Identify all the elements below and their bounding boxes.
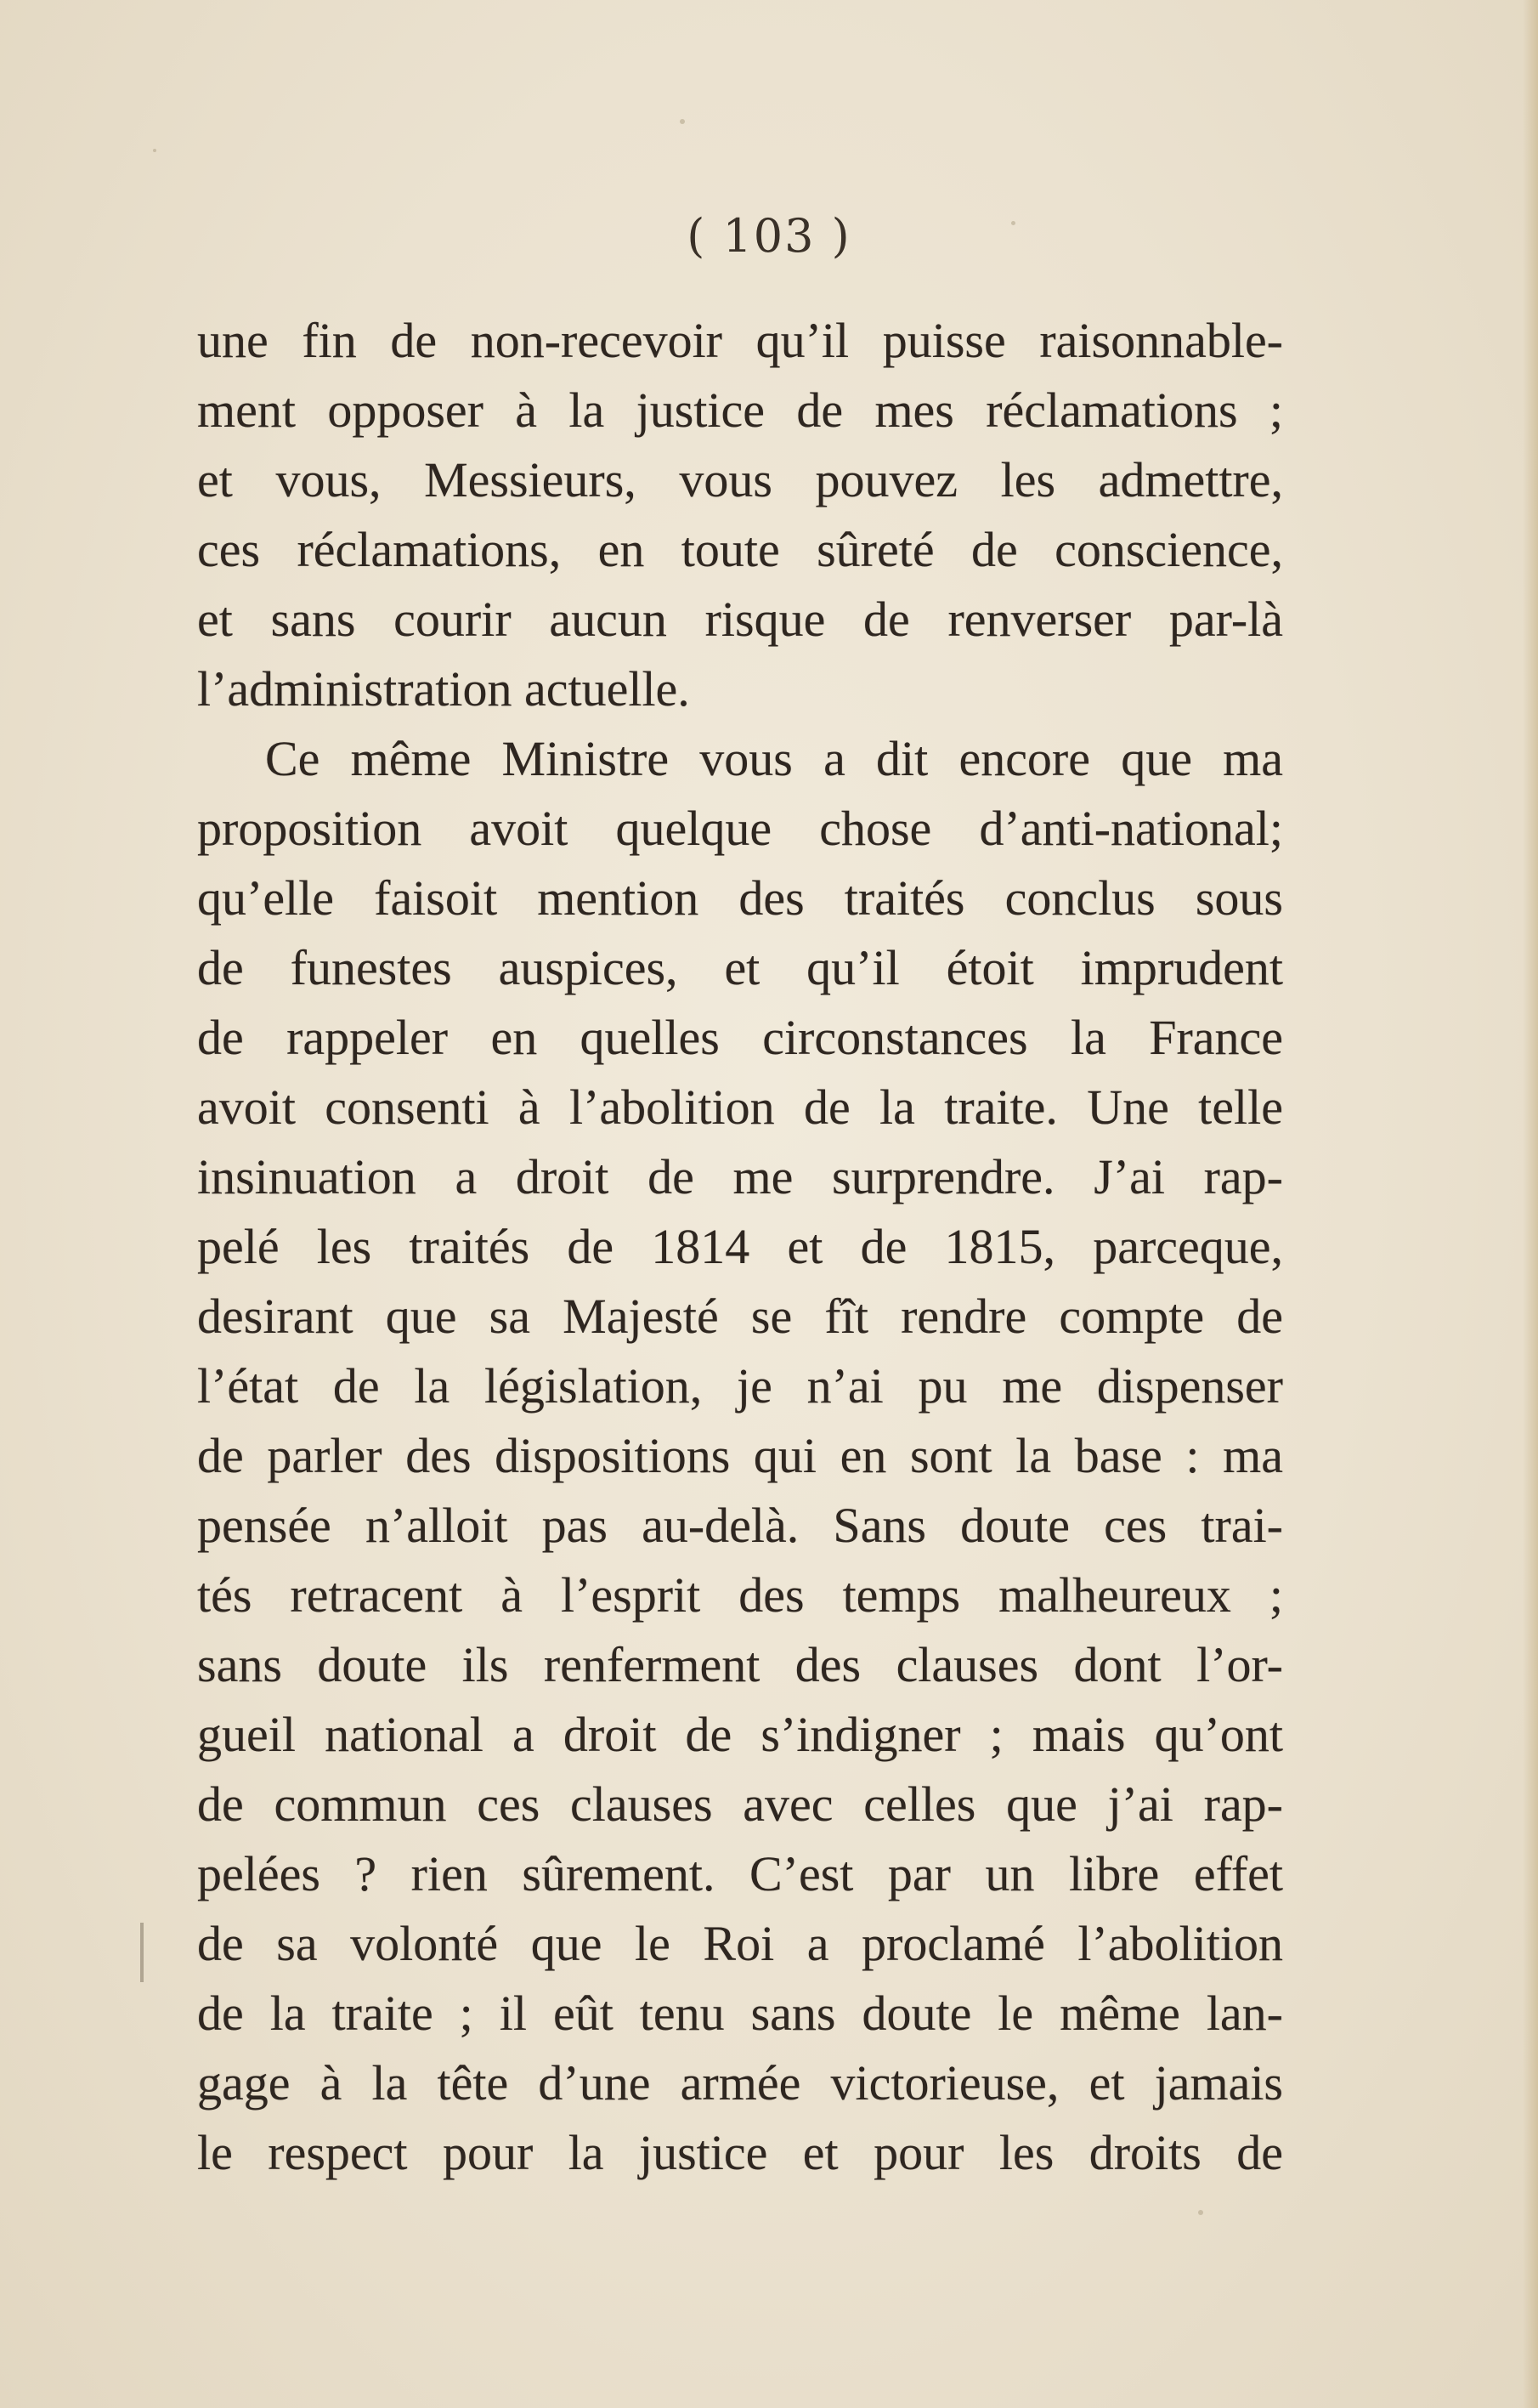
body-text [197, 306, 1283, 2188]
text-line: de funestes auspices, et qu’il étoit imprudent [197, 940, 1283, 995]
text-line: gueil national a droit de s’indigner ; mais qu’ont [197, 1707, 1283, 1762]
text-line: avoit consenti à l’abolition de la traite. Une telle [197, 1079, 1283, 1135]
text-line: proposition avoit quelque chose d’anti-national; [197, 801, 1283, 856]
text-line: sans doute ils renferment des clauses dont l’or- [197, 1637, 1283, 1692]
text-line: de sa volonté que le Roi a proclamé l’abolition [197, 1916, 1283, 1971]
page-edge-shadow [1523, 0, 1538, 2408]
text-line: de commun ces clauses avec celles que j’ai rap- [197, 1776, 1283, 1832]
text-line: Ce même Ministre vous a dit encore que ma [265, 731, 1283, 786]
text-line: desirant que sa Majesté se fît rendre compte de [197, 1289, 1283, 1344]
paper-fleck [680, 119, 685, 124]
text-line: ment opposer à la justice de mes réclamations ; [197, 382, 1283, 438]
text-line: une fin de non-recevoir qu’il puisse raisonnable- [197, 313, 1283, 368]
paper-fleck [153, 149, 156, 152]
text-line: insinuation a droit de me surprendre. J’ai rap- [197, 1149, 1283, 1204]
text-line: gage à la tête d’une armée victorieuse, et jamais [197, 2055, 1283, 2111]
text-line: pelées ? rien sûrement. C’est par un libre effet [197, 1846, 1283, 1901]
text-line: pelé les traités de 1814 et de 1815, parceque, [197, 1219, 1283, 1274]
text-line: ces réclamations, en toute sûreté de conscience, [197, 522, 1283, 577]
text-line: l’état de la législation, je n’ai pu me dispenser [197, 1358, 1283, 1414]
text-line: de parler des dispositions qui en sont la base : ma [197, 1428, 1283, 1483]
paper-fleck [1011, 221, 1015, 225]
text-line: tés retracent à l’esprit des temps malheureux ; [197, 1567, 1283, 1623]
text-line: de rappeler en quelles circonstances la France [197, 1010, 1283, 1065]
page-number: ( 103 ) [687, 209, 851, 263]
text-line: qu’elle faisoit mention des traités conclus sous [197, 870, 1283, 926]
paper-fleck [1198, 2210, 1203, 2215]
text-line: le respect pour la justice et pour les droits de [197, 2125, 1283, 2180]
text-line: de la traite ; il eût tenu sans doute le même lan- [197, 1986, 1283, 2041]
margin-pencil-mark [140, 1923, 144, 1982]
text-line: et vous, Messieurs, vous pouvez les admettre, [197, 452, 1283, 507]
text-line: l’administration actuelle. [197, 661, 690, 717]
text-line: pensée n’alloit pas au-delà. Sans doute ces trai- [197, 1498, 1283, 1553]
text-line: et sans courir aucun risque de renverser par-là [197, 592, 1283, 647]
